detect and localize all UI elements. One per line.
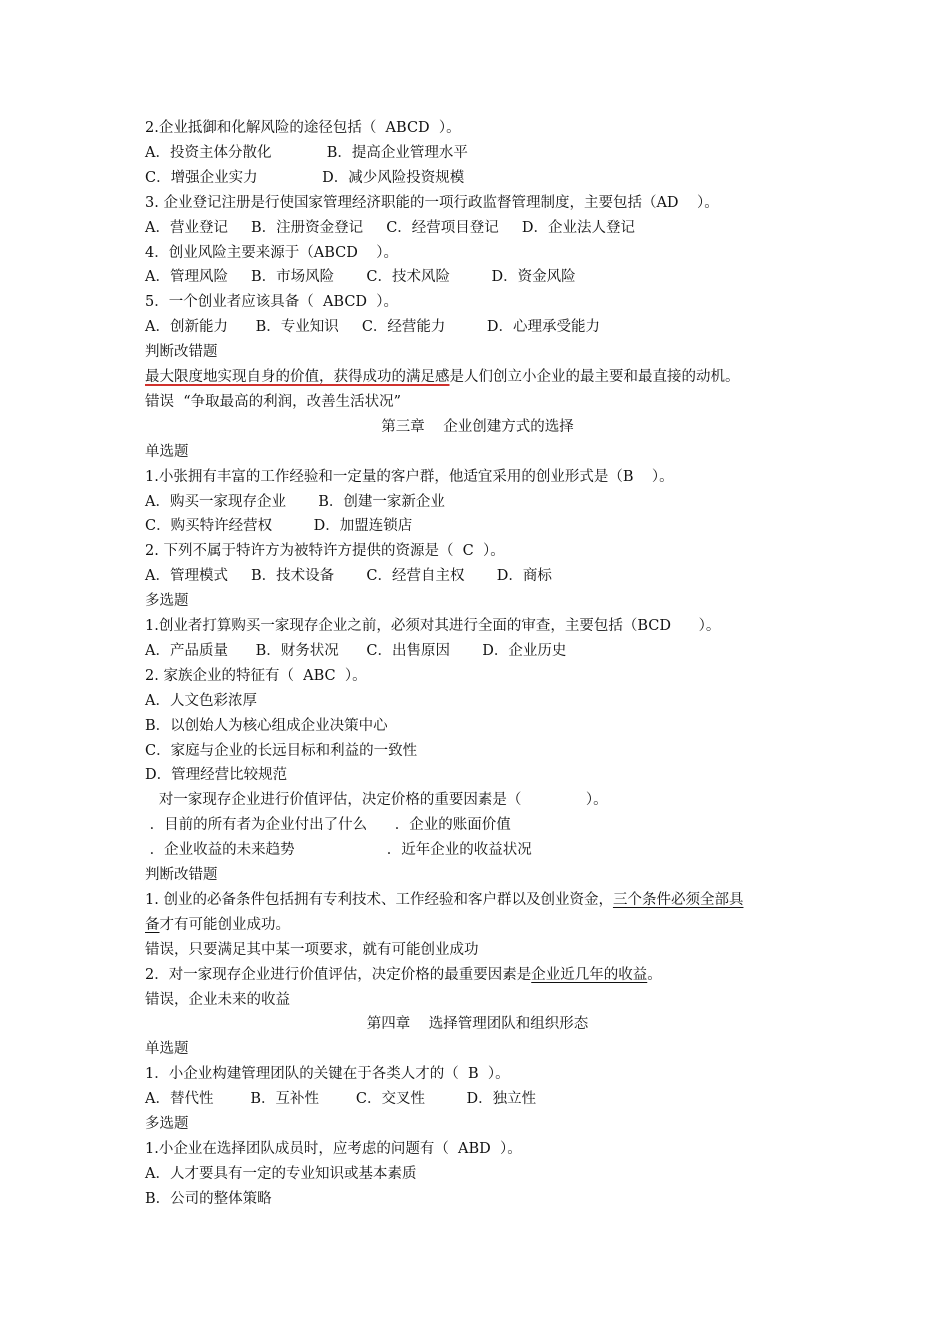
chapter-heading: 第四章 选择管理团队和组织形态: [366, 1016, 589, 1033]
text-line: A．替代性 B．互补性 C．交叉性 D．独立性: [145, 1091, 537, 1108]
text-line: A．管理风险 B．市场风险 C．技术风险 D．资金风险: [145, 269, 576, 286]
text-line: A．投资主体分散化 B．提高企业管理水平: [145, 144, 468, 161]
text-line: A．产品质量 B．财务状况 C．出售原因 D．企业历史: [145, 642, 567, 659]
text-line: 5．一个创业者应该具备（ ABCD ）。: [145, 294, 399, 311]
text-segment: 是人们创立小企业的最主要和最直接的动机。: [449, 369, 740, 385]
text-line: 错误，只要满足其中某一项要求，就有可能创业成功: [145, 941, 479, 958]
text-line: 1.创业者打算购买一家现存企业之前，必须对其进行全面的审查，主要包括（BCD ）。: [145, 618, 721, 634]
text-line: 多选题: [145, 593, 189, 610]
text-line: B．公司的整体策略: [145, 1190, 272, 1207]
text-line: A．人文色彩浓厚: [145, 692, 257, 709]
text-segment: 。: [647, 966, 662, 983]
text-line: 1.小张拥有丰富的工作经验和一定量的客户群，他适宜采用的创业形式是（B ）。: [145, 468, 674, 485]
text-line: 单选题: [145, 443, 189, 460]
text-line: 对一家现存企业进行价值评估，决定价格的重要因素是（ ）。: [145, 792, 608, 809]
text-line: A．购买一家现存企业 B．创建一家新企业: [145, 493, 445, 510]
text-line: A．管理模式 B．技术设备 C．经营自主权 D．商标: [145, 568, 552, 585]
text-line: 2. 家族企业的特征有（ ABC ）。: [145, 667, 367, 684]
text-line: 错误，企业未来的收益: [145, 991, 290, 1008]
text-line: C．家庭与企业的长远目标和利益的一致性: [145, 742, 418, 759]
text-segment: 备: [145, 916, 160, 933]
text-line: A．人才要具有一定的专业知识或基本素质: [145, 1165, 417, 1182]
text-line: C．购买特许经营权 D．加盟连锁店: [145, 518, 413, 535]
text-line: 2.企业抵御和化解风险的途径包括（ ABCD ）。: [145, 120, 461, 136]
text-line: 判断改错题: [145, 344, 218, 361]
chapter-heading: 第三章 企业创建方式的选择: [381, 418, 574, 435]
text-line: D．管理经营比较规范: [145, 767, 288, 784]
text-line: 错误 “争取最高的利润，改善生活状况”: [145, 393, 402, 410]
text-line: A．营业登记 B．注册资金登记 C．经营项目登记 D．企业法人登记: [145, 219, 635, 236]
text-line: [145, 888, 830, 913]
text-line: 单选题: [145, 1041, 189, 1058]
text-line: 1．小企业构建管理团队的关键在于各类人才的（ B ）。: [145, 1066, 510, 1083]
text-line: A．创新能力 B．专业知识 C．经营能力 D．心理承受能力: [145, 319, 601, 336]
text-line: 2. 下列不属于特许方为被特许方提供的资源是（ C ）。: [145, 543, 505, 560]
text-line: [145, 365, 830, 390]
text-line: [145, 913, 830, 938]
text-line: 3. 企业登记注册是行使国家管理经济职能的一项行政监督管理制度，主要包括（AD ）。: [145, 194, 719, 211]
text-line: ．目前的所有者为企业付出了什么 ．企业的账面价值: [145, 817, 511, 834]
text-line: 4．创业风险主要来源于（ABCD ）。: [145, 244, 399, 261]
text-segment: 2．对一家现存企业进行价值评估，决定价格的最重要因素是: [145, 966, 532, 983]
text-line: 多选题: [145, 1116, 189, 1132]
text-line: B．以创始人为核心组成企业决策中心: [145, 717, 388, 734]
text-segment: 才有可能创业成功。: [159, 916, 290, 933]
text-segment: 三个条件必须全部具: [612, 891, 744, 908]
text-segment: 1. 创业的必备条件包括拥有专利技术、工作经验和客户群以及创业资金，: [145, 891, 613, 908]
text-segment: 最大限度地实现自身的价值，获得成功的满足感: [145, 369, 450, 385]
text-line: ．企业收益的未来趋势 ．近年企业的收益状况: [145, 842, 532, 859]
text-segment: 企业近几年的收益: [531, 966, 648, 983]
text-line: C．增强企业实力 D．减少风险投资规模: [145, 169, 465, 186]
text-line: [145, 963, 830, 988]
text-line: 1.小企业在选择团队成员时，应考虑的问题有（ ABD ）。: [145, 1140, 522, 1157]
text-line: 判断改错题: [145, 867, 218, 883]
